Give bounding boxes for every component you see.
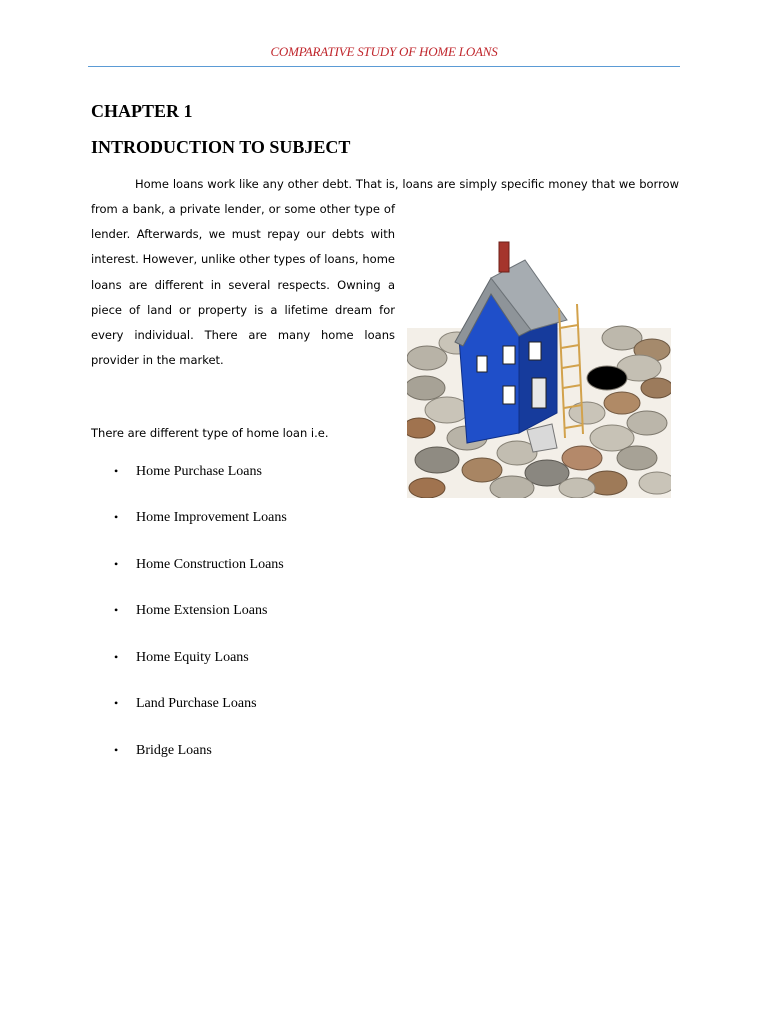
loan-type-label: Home Extension Loans bbox=[136, 603, 268, 618]
header-rule bbox=[88, 66, 680, 67]
loan-type-label: Home Equity Loans bbox=[136, 650, 249, 665]
bullet-glyph: • bbox=[114, 603, 119, 617]
list-item bbox=[114, 650, 249, 670]
section-title: INTRODUCTION TO SUBJECT bbox=[91, 137, 351, 157]
list-item bbox=[114, 603, 267, 623]
loan-type-label: Home Construction Loans bbox=[136, 557, 284, 572]
house-on-coins-image bbox=[407, 238, 671, 498]
bullet-glyph: • bbox=[114, 510, 119, 524]
bullet-glyph: • bbox=[114, 557, 119, 571]
list-item bbox=[114, 464, 262, 484]
bullet-glyph: • bbox=[114, 696, 119, 710]
loan-type-label: Home Purchase Loans bbox=[136, 464, 262, 479]
bullet-glyph: • bbox=[114, 464, 119, 478]
intro-paragraph-first-line: Home loans work like any other debt. That is, loans are simply specific money that we borrow bbox=[135, 177, 679, 191]
loan-types-intro: There are different type of home loan i.e. bbox=[91, 426, 329, 440]
loan-type-label: Land Purchase Loans bbox=[136, 696, 257, 711]
loan-type-label: Bridge Loans bbox=[136, 743, 212, 758]
list-item bbox=[114, 557, 284, 577]
intro-paragraph-body: from a bank, a private lender, or some other type of lender. Afterwards, we must repay our debts with interest. However, unlike other types of loans, home loans are different in several respects. Owning a piece of land or property is a lifetime dream for every individual. There are many home loans provider in the market. bbox=[91, 202, 395, 368]
chapter-label: CHAPTER 1 bbox=[91, 101, 193, 121]
list-item bbox=[114, 743, 212, 763]
bullet-glyph: • bbox=[114, 743, 119, 757]
bullet-glyph: • bbox=[114, 650, 119, 664]
list-item bbox=[114, 510, 287, 530]
loan-type-label: Home Improvement Loans bbox=[136, 510, 287, 525]
list-item bbox=[114, 696, 257, 716]
running-header: COMPARATIVE STUDY OF HOME LOANS bbox=[270, 44, 498, 59]
